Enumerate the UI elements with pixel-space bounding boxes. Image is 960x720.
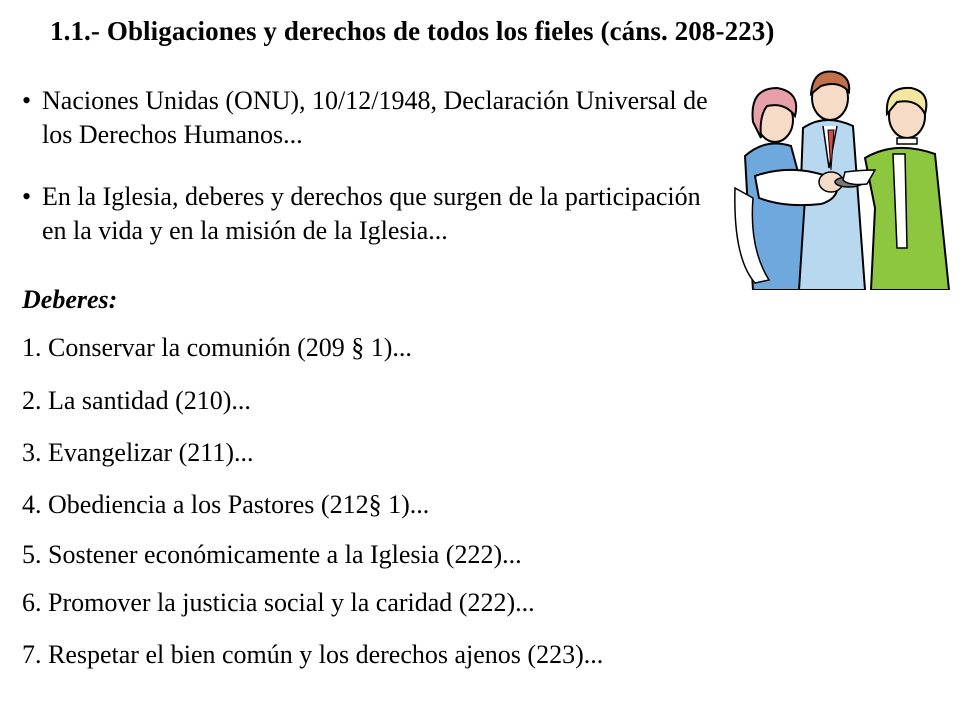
bullet-text: En la Iglesia, deberes y derechos que surgen de la participación en la vida y en la misión de la Iglesia... (42, 182, 701, 245)
deber-item: 6. Promover la justicia social y la caridad (222)... (22, 588, 535, 617)
slide-title: 1.1.- Obligaciones y derechos de todos los fieles (cáns. 208-223) (50, 16, 775, 46)
bullet-item-onu (22, 84, 712, 152)
baptism-illustration (725, 58, 953, 290)
baby-figure (755, 170, 843, 205)
deber-item: 7. Respetar el bien común y los derechos ajenos (223)... (22, 640, 604, 669)
deber-item: 3. Evangelizar (211)... (22, 438, 254, 467)
deber-item: 1. Conservar la comunión (209 § 1)... (22, 333, 412, 362)
bullet-text: Naciones Unidas (ONU), 10/12/1948, Declaración Universal de los Derechos Humanos... (42, 86, 708, 149)
bullet-marker: • (22, 182, 32, 211)
bullet-item-iglesia (22, 180, 722, 248)
deber-item: 5. Sostener económicamente a la Iglesia (222)... (22, 540, 522, 569)
bullet-marker: • (22, 86, 32, 115)
deber-item: 4. Obediencia a los Pastores (212§ 1)... (22, 490, 430, 519)
deberes-heading: Deberes: (22, 285, 118, 314)
deber-item: 2. La santidad (210)... (22, 386, 251, 415)
